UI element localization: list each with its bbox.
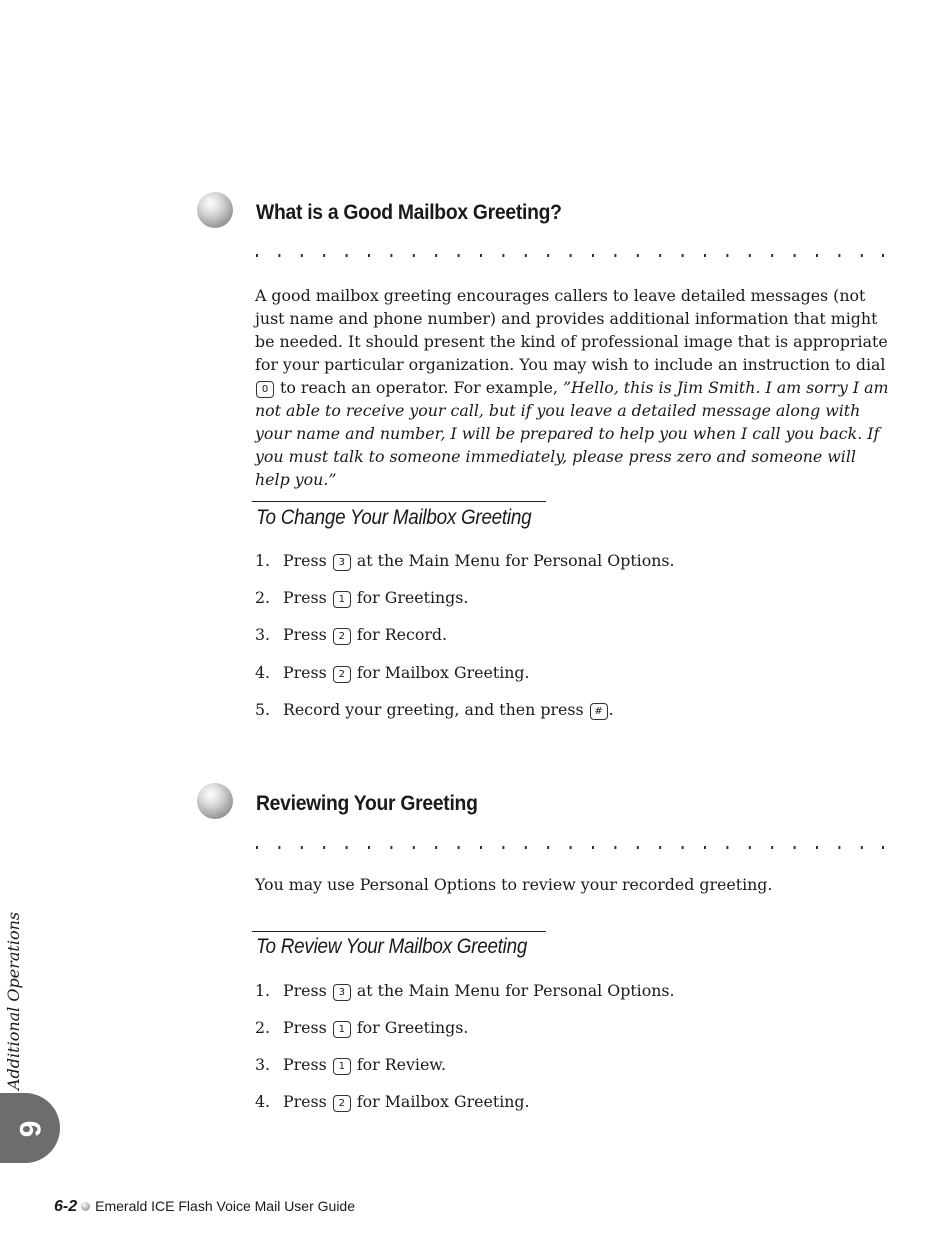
paragraph-text: A good mailbox greeting encourages callers to leave detailed messages (not just name and phone number) and provides additional information that might be needed. It should present the kind of professional image that is appropriate for your particular organization. You may wish to include an instruction to dial: [255, 286, 888, 374]
chapter-number: 6: [13, 1120, 46, 1138]
section-bullet-icon: [197, 192, 233, 228]
list-item: 2. Press 1 for Greetings.: [255, 1018, 469, 1037]
key-icon: #: [590, 703, 608, 720]
section-bullet-icon: [197, 783, 233, 819]
section-title: What is a Good Mailbox Greeting?: [256, 201, 562, 224]
chapter-side-label: Additional Operations: [4, 911, 23, 1090]
list-item: 4. Press 2 for Mailbox Greeting.: [255, 663, 530, 682]
list-item: 1. Press 3 at the Main Menu for Personal Options.: [255, 981, 675, 1000]
section-title: Reviewing Your Greeting: [256, 792, 478, 815]
guide-title: Emerald ICE Flash Voice Mail User Guide: [95, 1198, 355, 1214]
dotted-divider: [256, 846, 884, 850]
footer-bullet-icon: [81, 1202, 90, 1211]
list-item: 3. Press 2 for Record.: [255, 625, 448, 644]
subsection-title: To Review Your Mailbox Greeting: [256, 935, 528, 958]
subsection-rule: [252, 501, 546, 502]
list-item: 1. Press 3 at the Main Menu for Personal Options.: [255, 551, 675, 570]
key-0-icon: 0: [256, 381, 274, 398]
list-item: 3. Press 1 for Review.: [255, 1055, 446, 1074]
key-icon: 3: [333, 984, 351, 1001]
dotted-divider: [256, 254, 884, 258]
review-paragraph: You may use Personal Options to review your recorded greeting.: [255, 875, 773, 894]
key-icon: 3: [333, 554, 351, 571]
intro-paragraph: [255, 284, 891, 491]
key-icon: 2: [333, 666, 351, 683]
list-item: 4. Press 2 for Mailbox Greeting.: [255, 1092, 530, 1111]
subsection-title: To Change Your Mailbox Greeting: [256, 506, 532, 529]
key-icon: 1: [333, 1058, 351, 1075]
page-number: 6-2: [54, 1198, 78, 1215]
list-item: 5. Record your greeting, and then press # .: [255, 700, 614, 719]
key-icon: 1: [333, 591, 351, 608]
example-greeting: ”Hello, this is Jim Smith. I am sorry I am not able to receive your call, but if you leave a detailed message along with your name and number, I will be prepared to help you when I call you back. If you must talk to someone immediately, please press zero and someone will help you.”: [255, 378, 889, 489]
key-icon: 2: [333, 628, 351, 645]
page-footer: [54, 1198, 355, 1216]
list-item: 2. Press 1 for Greetings.: [255, 588, 469, 607]
key-icon: 1: [333, 1021, 351, 1038]
key-icon: 2: [333, 1095, 351, 1112]
paragraph-text: to reach an operator. For example,: [280, 378, 558, 397]
subsection-rule: [252, 931, 546, 932]
